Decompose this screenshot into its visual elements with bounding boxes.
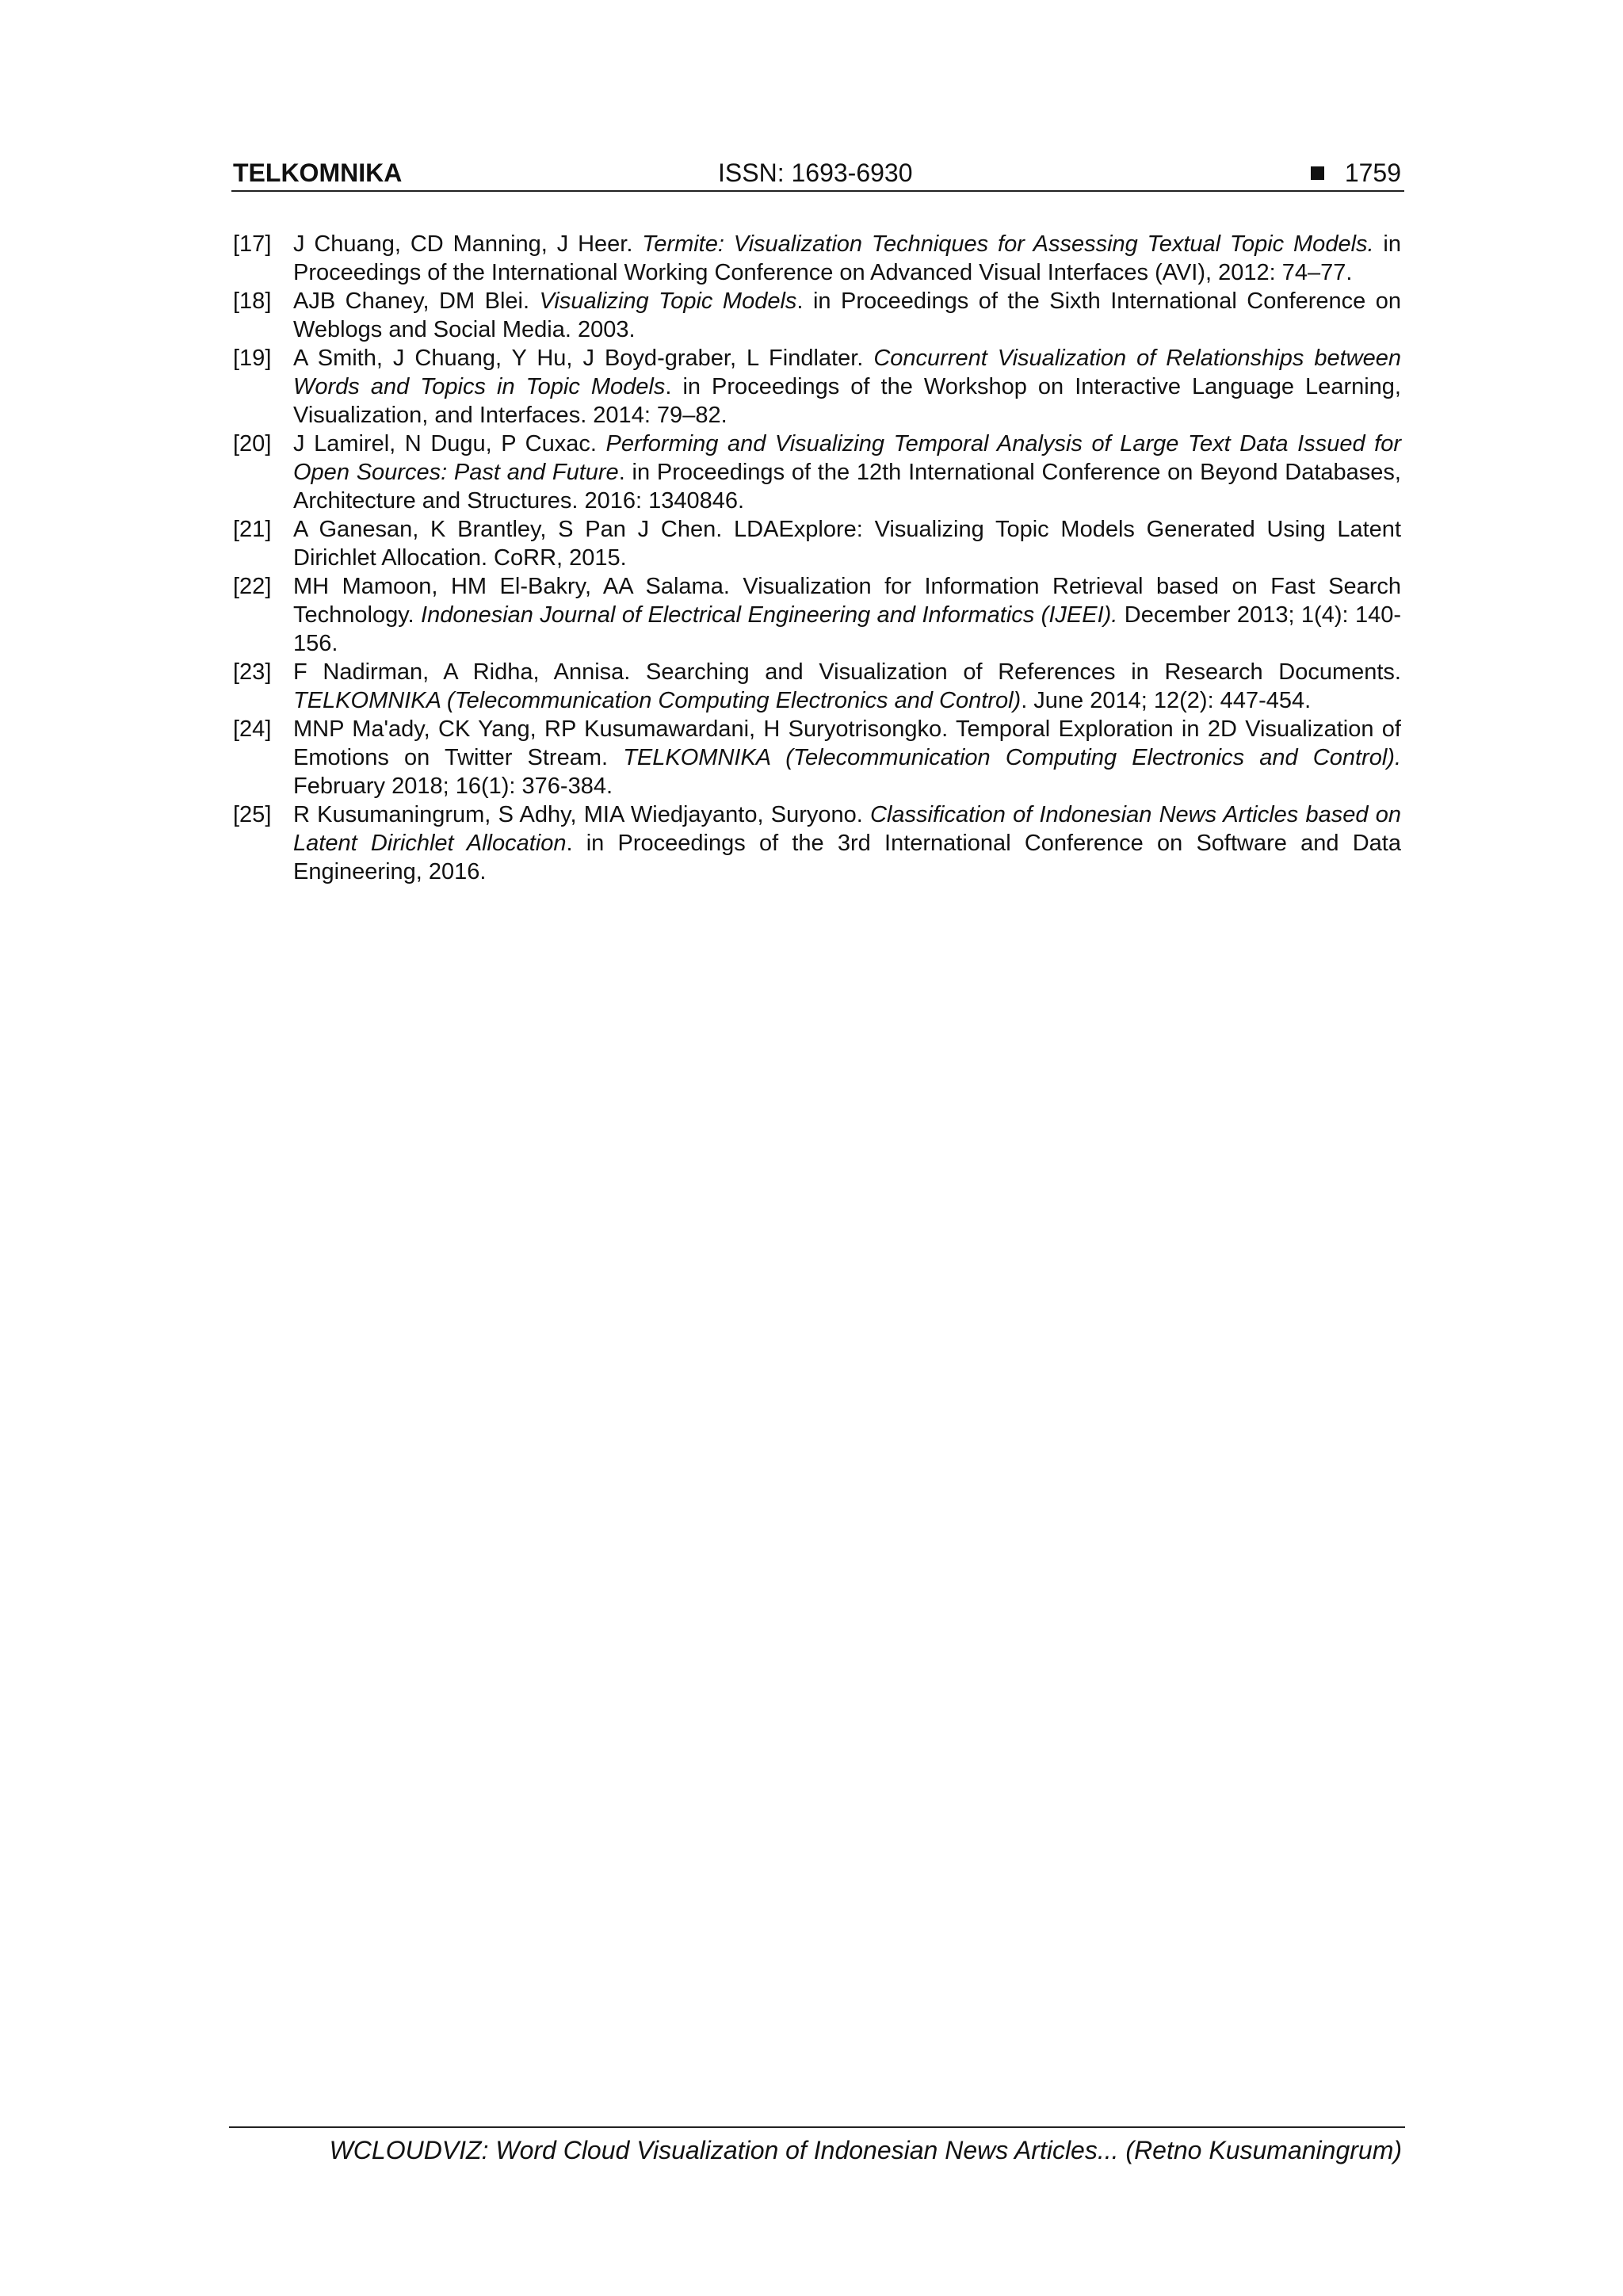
reference-title: Classification of Indonesian News Articles based on Latent Dirichlet Allocation	[293, 802, 1401, 856]
reference-authors: MNP Ma'ady, CK Yang, RP Kusumawardani, H Suryotrisongko. Temporal Exploration in 2D Visualization of Emotions on Twitter Stream.	[293, 716, 1401, 770]
reference-authors: J Chuang, CD Manning, J Heer.	[293, 231, 643, 257]
reference-title: Termite: Visualization Techniques for Assessing Textual Topic Models.	[642, 231, 1374, 257]
reference-title: Indonesian Journal of Electrical Engineering and Informatics (IJEEI).	[421, 602, 1118, 628]
reference-number: [20]	[233, 431, 272, 457]
reference-item	[233, 230, 1401, 287]
reference-details: December 2013; 1(4): 140-156.	[293, 602, 1401, 656]
reference-authors: AJB Chaney, DM Blei.	[293, 288, 540, 314]
reference-authors: F Nadirman, A Ridha, Annisa. Searching and Visualization of References in Research Documents.	[293, 659, 1401, 685]
reference-number: [24]	[233, 716, 272, 742]
reference-details: . in Proceedings of the 3rd International Conference on Software and Data Engineering, 2016.	[293, 831, 1401, 884]
page-header	[231, 155, 1404, 192]
reference-details: . in Proceedings of the Workshop on Interactive Language Learning, Visualization, and Interfaces. 2014: 79–82.	[293, 374, 1401, 428]
running-footer-title: WCLOUDVIZ: Word Cloud Visualization of Indonesian News Articles... (Retno Kusumaningrum)	[329, 2136, 1402, 2164]
reference-title: Visualizing Topic Models	[539, 288, 797, 314]
reference-title: TELKOMNIKA (Telecommunication Computing Electronics and Control)	[293, 688, 1022, 713]
reference-title: Performing and Visualizing Temporal Analysis of Large Text Data Issued for Open Sources: Past and Future	[293, 431, 1402, 485]
reference-number: [21]	[233, 517, 272, 542]
reference-authors: MH Mamoon, HM El-Bakry, AA Salama. Visualization for Information Retrieval based on Fast Search Technology.	[293, 574, 1401, 628]
reference-item	[233, 658, 1401, 715]
reference-authors: R Kusumaningrum, S Adhy, MIA Wiedjayanto, Suryono.	[293, 802, 871, 827]
reference-item	[233, 515, 1401, 572]
reference-authors: A Ganesan, K Brantley, S Pan J Chen. LDAExplore: Visualizing Topic Models Generated Using Latent Dirichlet Allocation. CoRR, 2015.	[293, 517, 1401, 571]
page-footer	[229, 2126, 1405, 2168]
reference-number: [25]	[233, 802, 272, 827]
reference-details: February 2018; 16(1): 376-384.	[293, 774, 613, 799]
reference-details: in Proceedings of the International Working Conference on Advanced Visual Interfaces (AVI), 2012: 74–77.	[293, 231, 1401, 285]
reference-title: TELKOMNIKA (Telecommunication Computing Electronics and Control).	[623, 745, 1401, 770]
reference-details: . in Proceedings of the Sixth International Conference on Weblogs and Social Media. 2003.	[293, 288, 1401, 342]
reference-item	[233, 715, 1401, 800]
reference-item	[233, 800, 1401, 886]
reference-list	[233, 230, 1401, 886]
square-bullet-icon	[1311, 166, 1324, 180]
issn: ISSN: 1693-6930	[718, 159, 913, 187]
reference-item	[233, 287, 1401, 344]
reference-authors: J Lamirel, N Dugu, P Cuxac.	[293, 431, 606, 457]
reference-number: [23]	[233, 659, 272, 685]
reference-item	[233, 344, 1401, 430]
reference-details: . June 2014; 12(2): 447-454.	[1021, 688, 1312, 713]
reference-item	[233, 572, 1401, 658]
reference-number: [17]	[233, 231, 272, 257]
reference-number: [22]	[233, 574, 272, 599]
journal-name: TELKOMNIKA	[233, 159, 403, 187]
reference-number: [19]	[233, 346, 272, 371]
reference-number: [18]	[233, 288, 272, 314]
page-number-group	[1311, 155, 1401, 190]
reference-details: . in Proceedings of the 12th International Conference on Beyond Databases, Architecture and Structures. 2016: 1340846.	[293, 460, 1401, 514]
reference-item	[233, 430, 1401, 515]
reference-title: Concurrent Visualization of Relationships between Words and Topics in Topic Models	[293, 346, 1401, 399]
reference-authors: A Smith, J Chuang, Y Hu, J Boyd-graber, L Findlater.	[293, 346, 874, 371]
page-number: 1759	[1344, 159, 1401, 187]
